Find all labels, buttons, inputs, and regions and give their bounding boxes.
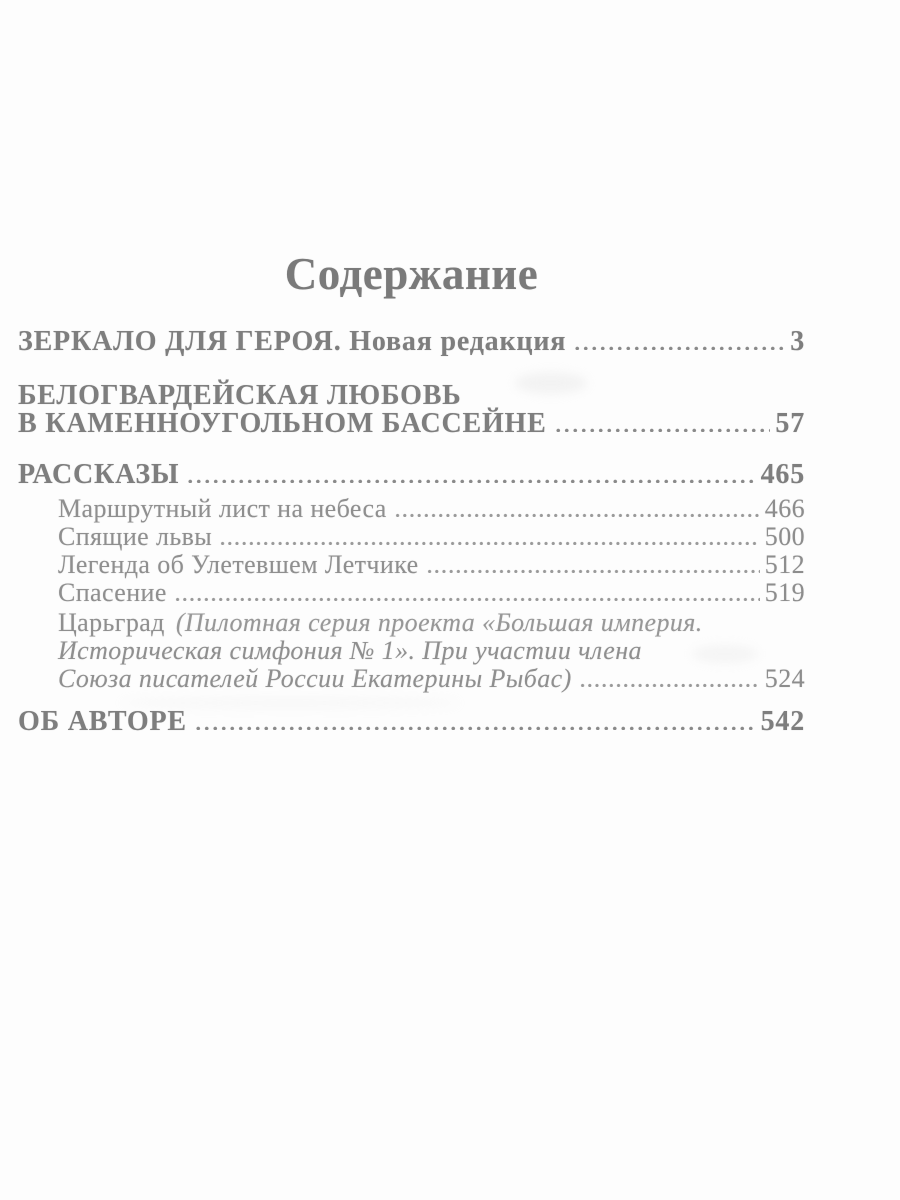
entry-label: ОБ АВТОРЕ: [18, 706, 187, 737]
toc-entry-belogvardeyskaya-line2: [18, 410, 805, 438]
toc-entry-belogvardeyskaya-line1: [18, 382, 805, 410]
toc-entry-spyashchie-lvy: [58, 524, 805, 550]
toc-entry-legenda: [58, 552, 805, 578]
page-title: Содержание: [284, 249, 539, 299]
entry-page-number: 3: [790, 326, 805, 357]
entry-page-number: 57: [775, 408, 805, 439]
dot-leader: [579, 682, 760, 687]
entry-page-number: 500: [764, 522, 805, 551]
entry-label: Спасение: [58, 578, 167, 607]
entry-page-number: 466: [764, 494, 805, 523]
entry-page-number: 519: [764, 578, 805, 607]
dot-leader: [219, 540, 760, 545]
dot-leader: [554, 427, 771, 432]
toc-entry-marshrutny-list: [58, 496, 805, 522]
entry-label: БЕЛОГВАРДЕЙСКАЯ ЛЮБОВЬ: [18, 380, 462, 411]
entry-page-number: 465: [760, 459, 805, 490]
entry-label: Маршрутный лист на небеса: [58, 494, 387, 523]
dot-leader: [573, 345, 785, 350]
scan-artifact: [120, 697, 460, 709]
dot-leader: [194, 725, 756, 730]
dot-leader: [394, 512, 760, 517]
entry-subtitle-italic: Историческая симфония № 1». При участии члена: [58, 636, 642, 665]
dot-leader: [174, 596, 760, 601]
entry-label: Легенда об Улетевшем Летчике: [58, 550, 419, 579]
scan-artifact: [515, 372, 587, 394]
entry-label: ЗЕРКАЛО ДЛЯ ГЕРОЯ. Новая редакция: [18, 326, 567, 357]
toc-entry-spasenie: [58, 580, 805, 606]
entry-label: Спящие львы: [58, 522, 213, 551]
toc-entry-tsargrad-line3: [58, 666, 805, 692]
entry-page-number: 512: [764, 550, 805, 579]
scan-artifact: [692, 645, 758, 663]
entry-page-number: 524: [764, 664, 805, 693]
entry-subtitle-italic: (Пилотная серия проекта «Большая империя.: [175, 608, 703, 637]
entry-page-number: 542: [760, 706, 805, 737]
entry-label: В КАМЕННОУГОЛЬНОМ БАССЕЙНЕ: [18, 408, 547, 439]
toc-entry-rasskazy: [18, 461, 805, 489]
entry-subtitle-italic: Союза писателей России Екатерины Рыбас): [58, 664, 572, 693]
entry-label: Царьград: [58, 608, 165, 637]
dot-leader: [426, 568, 760, 573]
toc-entry-zerkalo: [18, 328, 805, 356]
dot-leader: [186, 478, 755, 483]
entry-label: РАССКАЗЫ: [18, 459, 180, 490]
toc-entry-tsargrad-line1: [58, 610, 805, 636]
toc-entry-ob-avtore: [18, 708, 805, 736]
